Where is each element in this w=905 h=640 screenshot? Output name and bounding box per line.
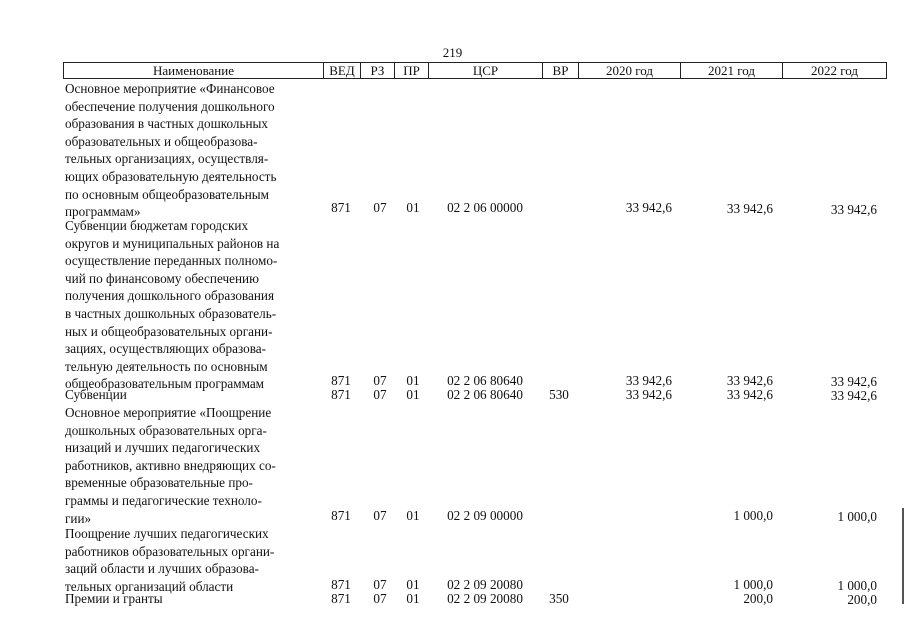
header-rz: РЗ (361, 63, 395, 78)
row-2022: 33 942,6 (830, 202, 877, 217)
table-header (63, 62, 887, 79)
row-pr: 01 (406, 591, 420, 606)
header-2020: 2020 год (579, 63, 681, 78)
row-ved: 871 (331, 591, 351, 606)
row-2021: 33 942,6 (726, 201, 773, 216)
header-name: Наименование (64, 63, 324, 78)
row-pr: 01 (406, 373, 420, 388)
row-2020: 33 942,6 (625, 387, 672, 402)
row-2021: 1 000,0 (733, 508, 773, 523)
header-pr: ПР (395, 63, 429, 78)
row-name: Основное мероприятие «Финансовое обеспечение получения дошкольного образования в частных дошкольных образовательных и общеобразова- тельных организациях, осуществля- ющих образовательную деятельность по основным общеобразовательным программам» (65, 81, 277, 220)
row-vr: 530 (549, 387, 569, 402)
row-ved: 871 (331, 200, 351, 215)
row-2021: 33 942,6 (726, 387, 773, 402)
row-name: Поощрение лучших педагогических работников образовательных органи- заций области и лучших образова- тельных организаций области (65, 526, 275, 594)
row-2022: 1 000,0 (837, 578, 877, 593)
row-vr: 350 (549, 591, 569, 606)
row-2022: 33 942,6 (830, 374, 877, 389)
row-csr: 02 2 09 00000 (447, 508, 523, 523)
row-rz: 07 (373, 373, 387, 388)
row-2020: 33 942,6 (625, 200, 672, 215)
row-ved: 871 (331, 387, 351, 402)
row-csr: 02 2 09 20080 (447, 591, 523, 606)
row-ved: 871 (331, 577, 351, 592)
row-2021: 1 000,0 (733, 577, 773, 592)
row-rz: 07 (373, 508, 387, 523)
row-2022: 33 942,6 (830, 388, 877, 403)
row-2021: 200,0 (743, 591, 773, 606)
row-pr: 01 (406, 387, 420, 402)
row-ved: 871 (331, 508, 351, 523)
row-rz: 07 (373, 591, 387, 606)
row-name: Субвенции (65, 387, 127, 402)
row-csr: 02 2 06 80640 (447, 387, 523, 402)
row-csr: 02 2 09 20080 (447, 577, 523, 592)
row-rz: 07 (373, 200, 387, 215)
header-vr: ВР (543, 63, 579, 78)
row-pr: 01 (406, 200, 420, 215)
row-2021: 33 942,6 (726, 373, 773, 388)
row-name: Основное мероприятие «Поощрение дошкольных образовательных орга- низаций и лучших педагогических работников, активно внедряющих со- временные образовательные про- граммы и педагогические техноло- гии» (65, 405, 276, 526)
page-number: 219 (442, 45, 463, 60)
row-pr: 01 (406, 577, 420, 592)
row-ved: 871 (331, 373, 351, 388)
row-pr: 01 (406, 508, 420, 523)
page-edge-line (902, 508, 904, 604)
header-ved: ВЕД (324, 63, 361, 78)
row-name: Субвенции бюджетам городских округов и муниципальных районов на осуществление переданных полномо- чий по финансовому обеспечению получения дошкольного образования в частных дошкольных образователь- ных и общеобразовательных органи- зациях, осуществляющих образова- тельную деятельность по основным общеобразовательным программам (65, 218, 280, 392)
row-csr: 02 2 06 00000 (447, 200, 523, 215)
row-rz: 07 (373, 577, 387, 592)
row-csr: 02 2 06 80640 (447, 373, 523, 388)
row-2022: 200,0 (847, 592, 877, 607)
row-2022: 1 000,0 (837, 509, 877, 524)
row-name: Премии и гранты (65, 591, 163, 606)
row-rz: 07 (373, 387, 387, 402)
header-csr: ЦСР (429, 63, 543, 78)
row-2020: 33 942,6 (625, 373, 672, 388)
header-2022: 2022 год (811, 63, 858, 78)
header-2021: 2021 год (681, 63, 783, 78)
